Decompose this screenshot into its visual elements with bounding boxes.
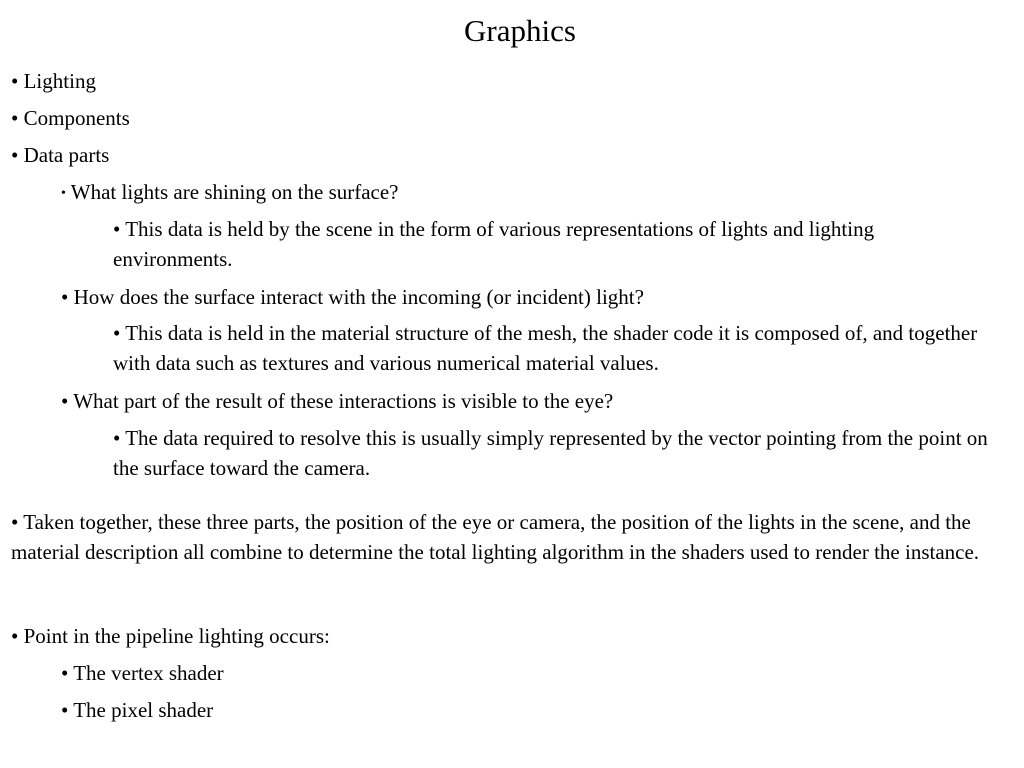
bullet-components bbox=[11, 103, 130, 133]
bullet-marker: • bbox=[61, 186, 66, 201]
bullet-data-parts bbox=[11, 140, 109, 170]
bullet-lighting bbox=[11, 66, 96, 96]
bullet-text: What part of the result of these interactions is visible to the eye? bbox=[73, 389, 614, 413]
bullet-marker: • bbox=[113, 321, 121, 345]
bullet-marker: • bbox=[61, 285, 69, 309]
bullet-text: How does the surface interact with the incoming (or incident) light? bbox=[73, 285, 644, 309]
bullet-text: Data parts bbox=[23, 143, 110, 167]
bullet-marker: • bbox=[11, 510, 19, 534]
bullet-text: Components bbox=[23, 106, 130, 130]
bullet-pipeline-point bbox=[11, 621, 330, 651]
bullet-marker: • bbox=[11, 624, 19, 648]
slide-title: Graphics bbox=[464, 13, 576, 48]
bullet-text: The data required to resolve this is usually simply represented by the vector pointing from the point on the surface toward the camera. bbox=[113, 426, 988, 480]
subbullet-pixel-shader bbox=[61, 695, 213, 725]
bullet-marker: • bbox=[113, 426, 121, 450]
bullet-marker: • bbox=[61, 698, 69, 722]
subbullet-visible-to-eye bbox=[61, 386, 613, 416]
subsubbullet-eye-data bbox=[113, 423, 1008, 483]
bullet-marker: • bbox=[113, 217, 121, 241]
bullet-text: Taken together, these three parts, the position of the eye or camera, the position of the lights in the scene, and the material description all combine to determine the total lighting algorithm in the shaders used to render the instance. bbox=[11, 510, 980, 564]
bullet-marker: • bbox=[61, 389, 69, 413]
bullet-marker: • bbox=[11, 69, 19, 93]
bullet-text: Lighting bbox=[23, 69, 96, 93]
bullet-text: The pixel shader bbox=[73, 698, 214, 722]
bullet-marker: • bbox=[11, 106, 19, 130]
bullet-taken-together bbox=[11, 507, 1016, 567]
subbullet-surface-interact bbox=[61, 282, 644, 312]
subbullet-what-lights bbox=[61, 177, 399, 209]
bullet-text: The vertex shader bbox=[73, 661, 224, 685]
bullet-text: This data is held in the material structure of the mesh, the shader code it is composed of, and together with data such as textures and various numerical material values. bbox=[113, 321, 978, 375]
bullet-marker: • bbox=[11, 143, 19, 167]
bullet-text: What lights are shining on the surface? bbox=[70, 180, 399, 204]
bullet-text: This data is held by the scene in the form of various representations of lights and lighting environments. bbox=[113, 217, 875, 271]
subsubbullet-material-data bbox=[113, 318, 1008, 378]
bullet-text: Point in the pipeline lighting occurs: bbox=[23, 624, 330, 648]
subbullet-vertex-shader bbox=[61, 658, 224, 688]
bullet-marker: • bbox=[61, 661, 69, 685]
subsubbullet-scene-data bbox=[113, 214, 993, 274]
